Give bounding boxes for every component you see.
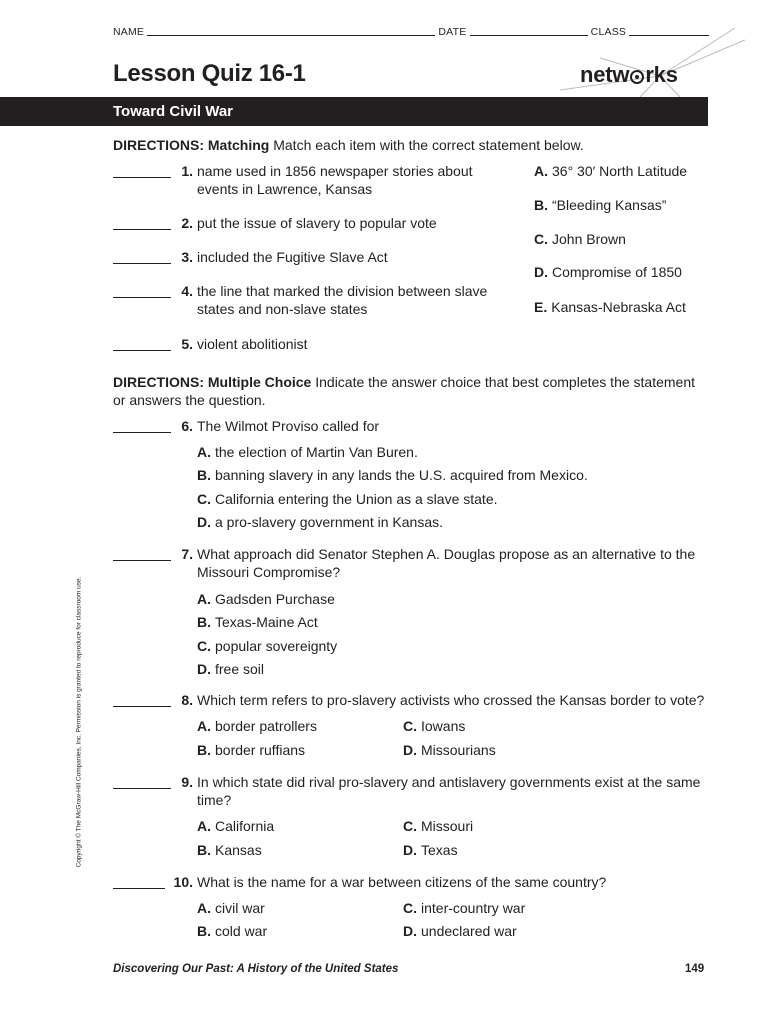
directions-type: Multiple Choice	[207, 374, 312, 390]
option-text: Missouri	[421, 818, 474, 834]
answer-option	[197, 443, 418, 461]
name-label: NAME	[113, 26, 145, 38]
answer-option	[197, 490, 498, 508]
answer-text: Compromise of 1850	[552, 264, 682, 280]
date-label: DATE	[438, 26, 467, 38]
item-text: the line that marked the division between slave	[197, 283, 488, 299]
option-text: undeclared war	[421, 923, 517, 939]
logo-globe-icon	[630, 70, 644, 84]
question-text: In which state did rival pro-slavery and antislavery governments exist at the same	[197, 774, 701, 790]
answer-letter: D.	[534, 264, 548, 280]
option-letter: A.	[197, 900, 211, 916]
option-letter: B.	[197, 467, 211, 483]
option-text: Kansas	[215, 842, 262, 858]
answer-option	[197, 741, 305, 759]
option-letter: C.	[197, 491, 211, 507]
matching-answer	[534, 298, 686, 316]
option-text: California entering the Union as a slave state.	[215, 491, 498, 507]
option-letter: D.	[197, 661, 211, 677]
answer-blank[interactable]	[113, 251, 171, 264]
question-text: What is the name for a war between citizens of the same country?	[197, 874, 607, 890]
answer-option	[403, 741, 496, 759]
answer-text: 36° 30′ North Latitude	[552, 163, 688, 179]
option-letter: C.	[197, 638, 211, 654]
matching-directions	[113, 136, 584, 154]
matching-item-cont: states and non-slave states	[197, 301, 368, 317]
answer-option	[197, 841, 262, 859]
matching-item	[113, 248, 388, 266]
answer-option	[403, 817, 473, 835]
option-text: civil war	[215, 900, 265, 916]
answer-option	[403, 717, 465, 735]
directions-text: Indicate the answer choice that best completes the statement	[315, 374, 696, 390]
answer-option	[197, 660, 264, 678]
item-number: 3.	[181, 249, 193, 265]
answer-option	[197, 637, 337, 655]
answer-option	[403, 922, 517, 940]
question-text-cont: time?	[197, 792, 232, 808]
answer-blank[interactable]	[113, 548, 171, 561]
directions-type: Matching	[207, 137, 270, 153]
question	[113, 545, 695, 563]
question-text: What approach did Senator Stephen A. Douglas propose as an alternative to the	[197, 546, 696, 562]
answer-letter: E.	[534, 299, 548, 315]
question	[113, 873, 606, 891]
matching-answer	[534, 162, 687, 180]
answer-blank[interactable]	[113, 694, 171, 707]
answer-letter: C.	[534, 231, 548, 247]
option-text: cold war	[215, 923, 268, 939]
option-letter: D.	[197, 514, 211, 530]
title-banner	[0, 97, 708, 126]
option-letter: C.	[403, 818, 417, 834]
answer-blank[interactable]	[113, 285, 171, 298]
option-letter: B.	[197, 923, 211, 939]
item-number: 2.	[181, 215, 193, 231]
answer-letter: B.	[534, 197, 548, 213]
book-title: Discovering Our Past: A History of the United States	[113, 963, 399, 975]
answer-text: Kansas-Nebraska Act	[551, 299, 686, 315]
option-letter: D.	[403, 842, 417, 858]
answer-blank[interactable]	[113, 217, 171, 230]
question-number: 8.	[181, 692, 193, 708]
option-letter: B.	[197, 742, 211, 758]
answer-option	[197, 590, 335, 608]
question-number: 7.	[181, 546, 193, 562]
option-text: the election of Martin Van Buren.	[215, 444, 418, 460]
option-text: border ruffians	[215, 742, 306, 758]
matching-answer	[534, 230, 626, 248]
networks-logo	[580, 62, 678, 88]
mc-directions-cont: or answers the question.	[113, 392, 266, 408]
answer-option	[197, 513, 443, 531]
answer-option	[197, 466, 588, 484]
answer-blank[interactable]	[113, 776, 171, 789]
item-number: 5.	[181, 336, 193, 352]
option-letter: B.	[197, 614, 211, 630]
question	[113, 691, 704, 709]
option-text: banning slavery in any lands the U.S. acquired from Mexico.	[215, 467, 588, 483]
option-text: a pro-slavery government in Kansas.	[215, 514, 443, 530]
option-text: Gadsden Purchase	[215, 591, 335, 607]
answer-blank[interactable]	[113, 165, 171, 178]
option-letter: B.	[197, 842, 211, 858]
answer-option	[197, 613, 318, 631]
answer-blank[interactable]	[113, 876, 165, 889]
banner-title: Toward Civil War	[113, 103, 234, 120]
directions-text: Match each item with the correct statement below.	[273, 137, 584, 153]
matching-answer	[534, 263, 682, 281]
option-text: Texas	[421, 842, 458, 858]
logo-text-end: rks	[645, 62, 678, 87]
matching-item	[113, 335, 308, 353]
option-letter: D.	[403, 923, 417, 939]
option-letter: C.	[403, 718, 417, 734]
matching-item	[113, 282, 487, 300]
question-number: 10.	[173, 874, 193, 890]
question	[113, 417, 379, 435]
option-letter: A.	[197, 818, 211, 834]
name-blank[interactable]	[147, 26, 435, 36]
item-number: 1.	[181, 163, 193, 179]
item-text: violent abolitionist	[197, 336, 308, 352]
answer-text: “Bleeding Kansas”	[552, 197, 667, 213]
option-letter: A.	[197, 444, 211, 460]
answer-blank[interactable]	[113, 420, 171, 433]
mc-directions	[113, 373, 695, 391]
answer-option	[197, 817, 274, 835]
option-text: popular sovereignty	[215, 638, 338, 654]
option-text: border patrollers	[215, 718, 317, 734]
question-text-cont: Missouri Compromise?	[197, 564, 341, 580]
option-letter: D.	[403, 742, 417, 758]
item-text: included the Fugitive Slave Act	[197, 249, 388, 265]
question	[113, 773, 700, 791]
matching-item	[113, 162, 473, 180]
answer-option	[197, 717, 317, 735]
matching-item-cont: events in Lawrence, Kansas	[197, 181, 373, 197]
class-label: CLASS	[590, 26, 627, 38]
page-title: Lesson Quiz 16-1	[113, 60, 306, 87]
copyright-notice: Copyright © The McGraw-Hill Companies, Inc. Permission is granted to reproduce for classroom use.	[75, 576, 83, 868]
item-number: 4.	[181, 283, 193, 299]
directions-label: DIRECTIONS:	[113, 137, 204, 153]
logo-text-start: netw	[580, 62, 630, 87]
directions-label: DIRECTIONS:	[113, 374, 204, 390]
matching-item	[113, 214, 437, 232]
answer-option	[403, 841, 458, 859]
matching-answer	[534, 196, 666, 214]
option-text: Iowans	[421, 718, 466, 734]
page-number: 149	[685, 963, 705, 975]
answer-blank[interactable]	[113, 338, 171, 351]
item-text: name used in 1856 newspaper stories about	[197, 163, 473, 179]
option-letter: A.	[197, 591, 211, 607]
option-text: California	[215, 818, 275, 834]
question-text: Which term refers to pro-slavery activists who crossed the Kansas border to vote?	[197, 692, 705, 708]
answer-option	[403, 899, 525, 917]
option-text: free soil	[215, 661, 265, 677]
answer-text: John Brown	[552, 231, 626, 247]
option-text: Missourians	[421, 742, 496, 758]
answer-option	[197, 922, 267, 940]
answer-letter: A.	[534, 163, 548, 179]
answer-option	[197, 899, 265, 917]
option-letter: A.	[197, 718, 211, 734]
option-letter: C.	[403, 900, 417, 916]
item-text: put the issue of slavery to popular vote	[197, 215, 437, 231]
question-number: 9.	[181, 774, 193, 790]
option-text: inter-country war	[421, 900, 526, 916]
question-text: The Wilmot Proviso called for	[197, 418, 380, 434]
option-text: Texas-Maine Act	[215, 614, 318, 630]
question-number: 6.	[181, 418, 193, 434]
